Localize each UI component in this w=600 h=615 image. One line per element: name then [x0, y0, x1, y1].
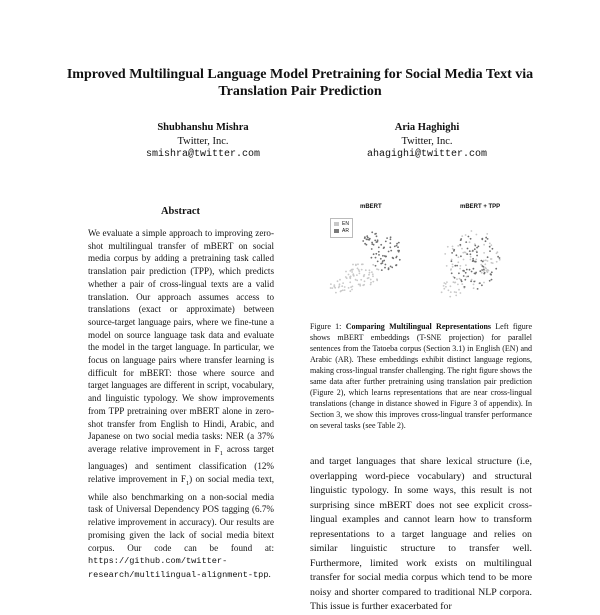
scatter-point — [334, 287, 336, 289]
scatter-point — [465, 241, 467, 243]
scatter-point — [389, 246, 391, 248]
author-email: smishra@twitter.com — [145, 149, 261, 160]
scatter-point — [470, 256, 472, 258]
scatter-point — [459, 278, 461, 280]
scatter-point — [462, 270, 464, 272]
scatter-point — [461, 235, 463, 237]
scatter-point — [474, 273, 476, 275]
scatter-point — [352, 264, 354, 266]
scatter-point — [385, 241, 387, 243]
scatter-point — [378, 247, 380, 249]
scatter-point — [488, 270, 490, 272]
scatter-point — [463, 259, 465, 261]
scatter-point — [390, 250, 392, 252]
scatter-point — [351, 289, 353, 291]
scatter-point — [397, 246, 399, 248]
scatter-point — [454, 265, 456, 267]
scatter-point — [481, 269, 483, 271]
scatter-point — [490, 258, 492, 260]
paper-title: Improved Multilingual Language Model Pretraining for Social Media Text via Translation Pair Prediction — [66, 67, 534, 99]
scatter-point — [338, 287, 340, 289]
scatter-point — [496, 252, 498, 254]
scatter-point — [476, 251, 478, 253]
code-url-link[interactable]: https://github.com/twitter-research/multilingual-alignment-tpp — [88, 556, 269, 580]
scatter-point — [376, 268, 378, 270]
scatter-point — [330, 283, 332, 285]
scatter-point — [489, 246, 491, 248]
scatter-point — [470, 238, 472, 240]
scatter-point — [481, 272, 483, 274]
scatter-point — [458, 289, 460, 291]
subscript: 1 — [185, 479, 190, 487]
scatter-point — [489, 280, 491, 282]
scatter-point — [460, 279, 462, 281]
scatter-point — [472, 260, 474, 262]
scatter-point — [460, 265, 462, 267]
scatter-point — [464, 279, 466, 281]
abstract-text: We evaluate a simple approach to improving zero-shot multilingual transfer of mBERT on social media corpus by adding a pretraining task called translation pair prediction (TPP), which predicts whether a pair of cross-lingual texts are a valid translation. Our approach assumes access to translations (exact or approximate) between source-target language pairs, where we fine-tune a model on source language task data and evaluate the model in the target language. In particular, we focus on language pairs where transfer learning is difficult for mBERT: those where source and target languages are different in script, vocabulary, and linguistic typology. We show improvements from TPP pretraining over mBERT alone in zero-shot transfer from English to Hindi, Arabic, and Japanese on two social media tasks: NER (a 37% average relative improvement in F — [88, 228, 274, 454]
scatter-point — [460, 255, 462, 257]
scatter-point — [473, 287, 475, 289]
scatter-point — [364, 280, 366, 282]
scatter-point — [460, 292, 462, 294]
scatter-point — [367, 237, 369, 239]
author-block — [103, 121, 303, 162]
scatter-point — [472, 258, 474, 260]
scatter-point — [337, 280, 339, 282]
scatter-point — [450, 291, 452, 293]
scatter-point — [441, 291, 443, 293]
legend-label: AR — [342, 228, 349, 234]
scatter-point — [470, 253, 472, 255]
scatter-point — [465, 272, 467, 274]
scatter-point — [443, 285, 445, 287]
scatter-point — [465, 264, 467, 266]
scatter-point — [479, 282, 481, 284]
scatter-point — [382, 255, 384, 257]
scatter-point — [452, 248, 454, 250]
scatter-point — [463, 275, 465, 277]
caption-title: Comparing Multilingual Representations — [345, 322, 492, 331]
scatter-point — [331, 287, 333, 289]
scatter-point — [481, 284, 483, 286]
scatter-point — [351, 269, 353, 271]
scatter-point — [392, 257, 394, 259]
scatter-point — [482, 265, 484, 267]
scatter-point — [361, 269, 363, 271]
scatter-point — [349, 281, 351, 283]
scatter-point — [469, 250, 471, 252]
scatter-point — [491, 279, 493, 281]
scatter-point — [363, 274, 365, 276]
scatter-point — [372, 273, 374, 275]
scatter-point — [364, 237, 366, 239]
scatter-point — [461, 248, 463, 250]
scatter-point — [344, 289, 346, 291]
scatter-point — [499, 259, 501, 261]
scatter-point — [341, 285, 343, 287]
scatter-point — [339, 283, 341, 285]
scatter-point — [464, 251, 466, 253]
scatter-point — [480, 264, 482, 266]
author-block — [327, 121, 527, 162]
scatter-point — [339, 279, 341, 281]
scatter-point — [475, 261, 477, 263]
author-affiliation: Twitter, Inc. — [177, 135, 229, 147]
scatter-point — [371, 243, 373, 245]
scatter-point — [381, 269, 383, 271]
scatter-point — [450, 285, 452, 287]
scatter-point — [349, 290, 351, 292]
scatter-point — [390, 236, 392, 238]
scatter-point — [355, 279, 357, 281]
scatter-point — [378, 254, 380, 256]
scatter-point — [371, 231, 373, 233]
tsne-figure — [312, 204, 530, 312]
scatter-point — [454, 291, 456, 293]
scatter-point — [490, 274, 492, 276]
scatter-point — [386, 237, 388, 239]
scatter-point — [483, 252, 485, 254]
scatter-point — [495, 268, 497, 270]
scatter-point — [446, 265, 448, 267]
scatter-point — [445, 283, 447, 285]
scatter-point — [330, 287, 332, 289]
author-name: Shubhanshu Mishra — [157, 122, 249, 133]
subscript: 1 — [219, 449, 223, 457]
scatter-point — [470, 259, 472, 261]
scatter-point — [369, 269, 371, 271]
scatter-point — [492, 262, 494, 264]
scatter-point — [447, 246, 449, 248]
scatter-point — [377, 239, 379, 241]
scatter-point — [335, 292, 337, 294]
scatter-point — [340, 290, 342, 292]
scatter-point — [333, 284, 335, 286]
scatter-point — [486, 233, 488, 235]
author-name: Aria Haghighi — [394, 122, 460, 133]
scatter-point — [390, 238, 392, 240]
scatter-point — [449, 296, 451, 298]
scatter-point — [448, 289, 450, 291]
scatter-point — [372, 264, 374, 266]
scatter-point — [485, 268, 487, 270]
scatter-point — [344, 286, 346, 288]
scatter-point — [355, 264, 357, 266]
scatter-point — [345, 276, 347, 278]
right-scatter-plot — [441, 230, 501, 297]
scatter-point — [350, 276, 352, 278]
scatter-point — [469, 241, 471, 243]
scatter-point — [348, 274, 350, 276]
scatter-point — [453, 250, 455, 252]
scatter-point — [471, 279, 473, 281]
scatter-point — [452, 264, 454, 266]
scatter-point — [466, 269, 468, 271]
scatter-point — [367, 277, 369, 279]
scatter-point — [481, 260, 483, 262]
scatter-point — [357, 263, 359, 265]
scatter-point — [444, 253, 446, 255]
scatter-point — [395, 264, 397, 266]
scatter-point — [483, 269, 485, 271]
scatter-point — [457, 245, 459, 247]
scatter-point — [396, 245, 398, 247]
scatter-point — [483, 244, 485, 246]
scatter-point — [487, 260, 489, 262]
caption-text: Left figure shows mBERT embeddings (T-SNE projection) for parallel sentences from the Tatoeba corpus (Section 3.1) in English (EN) and Arabic (AR). These embeddings exhibit distinct language regions, making cross-lingual transfer challenging. The right figure shows the same data after further pretraining using translation pair prediction (Figure 2), which learns representations that are near cross-lingual translations (change in distance showed in Figure 3 of appendix). In Section 3, we show this improves cross-lingual transfer performance on several tasks (see Table 2). — [310, 322, 533, 430]
scatter-point — [360, 279, 362, 281]
scatter-point — [350, 286, 352, 288]
abstract-body — [88, 227, 274, 582]
scatter-point — [383, 247, 385, 249]
scatter-point — [489, 243, 491, 245]
scatter-point — [456, 265, 458, 267]
scatter-point — [372, 275, 374, 277]
scatter-point — [359, 285, 361, 287]
scatter-point — [385, 264, 387, 266]
scatter-plots — [312, 204, 530, 312]
scatter-point — [342, 289, 344, 291]
scatter-point — [459, 244, 461, 246]
scatter-point — [459, 268, 461, 270]
scatter-point — [471, 271, 473, 273]
scatter-point — [473, 281, 475, 283]
scatter-point — [455, 292, 457, 294]
scatter-point — [451, 272, 453, 274]
scatter-point — [460, 239, 462, 241]
scatter-point — [476, 247, 478, 249]
scatter-point — [484, 263, 486, 265]
scatter-point — [396, 256, 398, 258]
scatter-point — [398, 250, 400, 252]
scatter-point — [389, 242, 391, 244]
scatter-point — [458, 256, 460, 258]
figure-caption — [310, 321, 532, 431]
scatter-point — [357, 268, 359, 270]
scatter-point — [398, 242, 400, 244]
scatter-point — [476, 255, 478, 257]
scatter-point — [458, 272, 460, 274]
scatter-point — [356, 280, 358, 282]
scatter-point — [455, 295, 457, 297]
scatter-point — [467, 248, 469, 250]
scatter-point — [475, 259, 477, 261]
scatter-point — [371, 257, 373, 259]
scatter-point — [371, 248, 373, 250]
caption-prefix: Figure 1: — [310, 322, 346, 331]
scatter-point — [384, 267, 386, 269]
scatter-point — [370, 282, 372, 284]
scatter-point — [474, 245, 476, 247]
scatter-point — [390, 266, 392, 268]
scatter-point — [484, 272, 486, 274]
scatter-point — [485, 240, 487, 242]
scatter-point — [367, 239, 369, 241]
scatter-point — [362, 240, 364, 242]
scatter-point — [456, 278, 458, 280]
scatter-point — [469, 269, 471, 271]
scatter-point — [396, 243, 398, 245]
scatter-point — [466, 276, 468, 278]
scatter-point — [487, 256, 489, 258]
scatter-point — [345, 271, 347, 273]
scatter-point — [376, 280, 378, 282]
scatter-point — [376, 241, 378, 243]
scatter-point — [342, 282, 344, 284]
scatter-point — [361, 264, 363, 266]
scatter-point — [363, 284, 365, 286]
scatter-point — [373, 253, 375, 255]
scatter-point — [446, 281, 448, 283]
scatter-point — [391, 267, 393, 269]
scatter-point — [472, 250, 474, 252]
scatter-point — [485, 259, 487, 261]
scatter-point — [375, 253, 377, 255]
scatter-point — [496, 261, 498, 263]
scatter-point — [481, 238, 483, 240]
scatter-point — [461, 283, 463, 285]
scatter-point — [467, 276, 469, 278]
scatter-point — [380, 244, 382, 246]
author-affiliation: Twitter, Inc. — [401, 135, 453, 147]
scatter-point — [470, 280, 472, 282]
scatter-point — [371, 271, 373, 273]
scatter-point — [366, 244, 368, 246]
scatter-point — [474, 248, 476, 250]
scatter-point — [452, 266, 454, 268]
scatter-point — [399, 259, 401, 261]
scatter-point — [351, 271, 353, 273]
scatter-point — [378, 251, 380, 253]
scatter-point — [353, 274, 355, 276]
scatter-point — [453, 281, 455, 283]
scatter-point — [384, 255, 386, 257]
scatter-point — [451, 252, 453, 254]
scatter-point — [374, 240, 376, 242]
scatter-point — [491, 271, 493, 273]
scatter-point — [356, 274, 358, 276]
scatter-point — [377, 261, 379, 263]
abstract-heading: Abstract — [160, 206, 201, 217]
scatter-point — [370, 284, 372, 286]
scatter-point — [456, 254, 458, 256]
scatter-point — [457, 261, 459, 263]
scatter-point — [483, 282, 485, 284]
scatter-point — [369, 238, 371, 240]
abstract-period: . — [268, 568, 271, 579]
scatter-point — [383, 260, 385, 262]
left-scatter-plot — [330, 231, 401, 293]
scatter-point — [490, 244, 492, 246]
scatter-point — [473, 284, 475, 286]
scatter-point — [388, 251, 390, 253]
scatter-point — [445, 286, 447, 288]
scatter-point — [451, 259, 453, 261]
scatter-point — [370, 279, 372, 281]
scatter-point — [376, 235, 378, 237]
scatter-point — [497, 256, 499, 258]
scatter-point — [372, 281, 374, 283]
scatter-point — [476, 234, 478, 236]
scatter-point — [457, 284, 459, 286]
scatter-point — [366, 239, 368, 241]
scatter-point — [465, 234, 467, 236]
scatter-point — [471, 230, 473, 232]
left-panel-label: mBERT — [360, 204, 382, 210]
scatter-point — [499, 257, 501, 259]
scatter-point — [388, 267, 390, 269]
scatter-point — [454, 277, 456, 279]
scatter-point — [466, 253, 468, 255]
scatter-point — [375, 265, 377, 267]
scatter-point — [468, 236, 470, 238]
scatter-point — [492, 248, 494, 250]
scatter-point — [369, 272, 371, 274]
scatter-point — [374, 233, 376, 235]
scatter-point — [443, 288, 445, 290]
scatter-point — [368, 274, 370, 276]
scatter-point — [365, 269, 367, 271]
author-email: ahagighi@twitter.com — [366, 149, 488, 160]
scatter-point — [475, 272, 477, 274]
scatter-point — [450, 269, 452, 271]
scatter-point — [382, 262, 384, 264]
abstract-text: ) on social media text, while also benchmarking on a non-social media task of Universal Dependency POS tagging (6.7% relative improvement in accuracy). Our results are promising given the lack of social media bitext corpus. Our code can be found at: — [88, 474, 274, 553]
scatter-point — [359, 273, 361, 275]
scatter-point — [358, 269, 360, 271]
abstract-text: across target languages) and sentiment classification (12% relative improvement in F — [88, 443, 274, 485]
legend-label: EN — [342, 221, 349, 227]
scatter-point — [487, 238, 489, 240]
scatter-point — [348, 287, 350, 289]
scatter-point — [452, 246, 454, 248]
body-paragraph: and target languages that share lexical structure (i.e, overlapping word-piece vocabulary) and structural linguistic typology. In some ways, this result is not surprising since mBERT does not see explicit cross-lingual examples and cannot learn how to transform representations to a target language and relies on similar linguistic structure to transfer well. Furthermore, limited work exists on multilingual transfer for social media corpus which tend to be more noisy and shorter compared to traditional NLP corpora. This issue is further exacerbated for — [310, 456, 532, 612]
scatter-point — [464, 286, 466, 288]
scatter-point — [371, 242, 373, 244]
scatter-point — [479, 270, 481, 272]
scatter-point — [477, 288, 479, 290]
scatter-point — [375, 257, 377, 259]
scatter-point — [473, 268, 475, 270]
right-panel-label: mBERT + TPP — [460, 204, 501, 210]
scatter-point — [380, 258, 382, 260]
scatter-point — [485, 237, 487, 239]
scatter-point — [489, 250, 491, 252]
scatter-point — [394, 246, 396, 248]
scatter-point — [451, 260, 453, 262]
